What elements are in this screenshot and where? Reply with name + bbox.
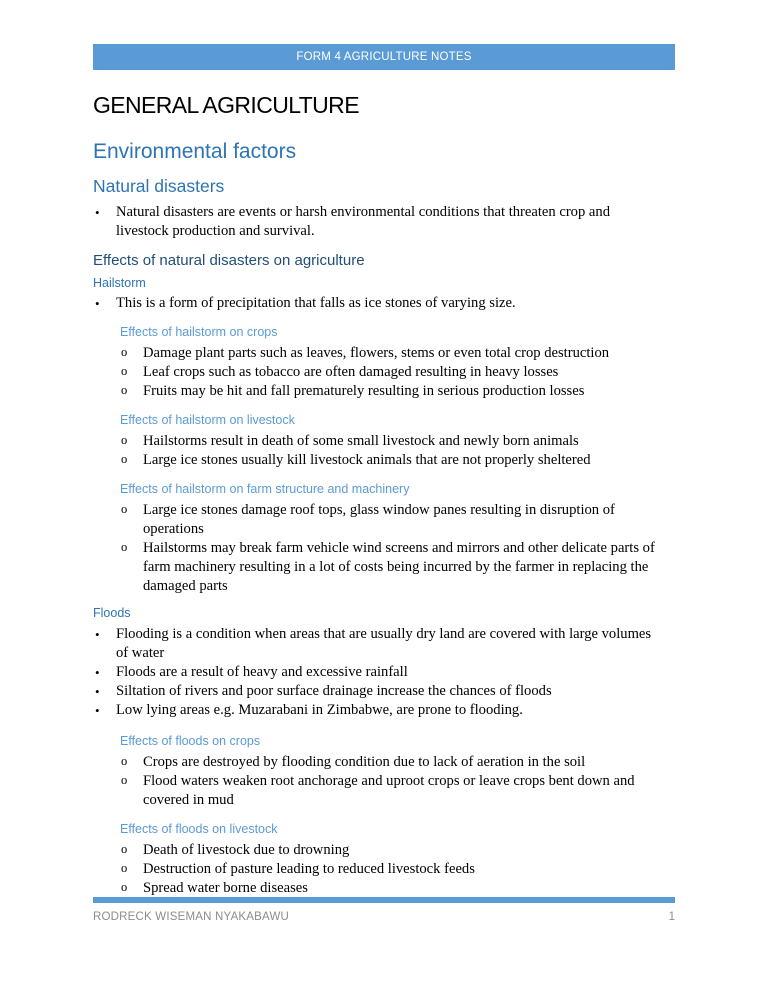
list-item: o Fruits may be hit and fall prematurely resulting in serious production losses	[120, 382, 675, 401]
list-item: o Large ice stones damage roof tops, glass window panes resulting in disruption of operations	[120, 501, 675, 539]
heading-hailstorm-livestock: Effects of hailstorm on livestock	[120, 413, 295, 427]
list-item: • Siltation of rivers and poor surface drainage increase the chances of floods	[93, 682, 653, 701]
heading-floods-livestock: Effects of floods on livestock	[120, 822, 278, 836]
header-text: FORM 4 AGRICULTURE NOTES	[296, 51, 472, 63]
list-item: • Flooding is a condition when areas that are usually dry land are covered with large volumes of water	[93, 625, 653, 663]
heading-environmental-factors: Environmental factors	[93, 140, 297, 163]
heading-effects-of-natural-disasters: Effects of natural disasters on agriculture	[93, 252, 365, 269]
footer-divider	[93, 897, 675, 903]
heading-hailstorm: Hailstorm	[93, 276, 146, 290]
list-item: o Hailstorms may break farm vehicle wind screens and mirrors and other delicate parts of farm machinery resulting in a lot of costs being incurred by the farmer in replacing the damaged parts	[120, 539, 675, 596]
list-item: • Floods are a result of heavy and excessive rainfall	[93, 663, 653, 682]
list-item: o Destruction of pasture leading to reduced livestock feeds	[120, 860, 675, 879]
list-item: • Low lying areas e.g. Muzarabani in Zimbabwe, are prone to flooding.	[93, 701, 653, 720]
list-item: o Damage plant parts such as leaves, flowers, stems or even total crop destruction	[120, 344, 675, 363]
heading-hailstorm-crops: Effects of hailstorm on crops	[120, 325, 278, 339]
document-title: GENERAL AGRICULTURE	[93, 92, 359, 118]
list-item: o Crops are destroyed by flooding condition due to lack of aeration in the soil	[120, 753, 675, 772]
heading-hailstorm-structure: Effects of hailstorm on farm structure and machinery	[120, 482, 410, 496]
page-header	[93, 44, 675, 70]
heading-floods: Floods	[93, 606, 131, 620]
list-item: o Large ice stones usually kill livestock animals that are not properly sheltered	[120, 451, 675, 470]
list-item: o Spread water borne diseases	[120, 879, 675, 898]
hailstorm-definition-list	[93, 294, 673, 313]
hailstorm-crops-list	[120, 344, 675, 401]
list-item: o Hailstorms result in death of some small livestock and newly born animals	[120, 432, 675, 451]
hailstorm-structure-list	[120, 501, 675, 596]
floods-crops-list	[120, 753, 675, 810]
heading-natural-disasters: Natural disasters	[93, 176, 225, 196]
heading-floods-crops: Effects of floods on crops	[120, 734, 261, 748]
list-item: o Death of livestock due to drowning	[120, 841, 675, 860]
list-item: o Flood waters weaken root anchorage and uproot crops or leave crops bent down and covered in mud	[120, 772, 675, 810]
natural-disasters-list	[93, 203, 653, 241]
hailstorm-livestock-list	[120, 432, 675, 470]
footer-author: RODRECK WISEMAN NYAKABAWU	[93, 911, 290, 923]
floods-list	[93, 625, 653, 720]
list-item: • This is a form of precipitation that falls as ice stones of varying size.	[93, 294, 673, 313]
list-item: • Natural disasters are events or harsh environmental conditions that threaten crop and livestock production and survival.	[93, 203, 653, 241]
list-item: o Leaf crops such as tobacco are often damaged resulting in heavy losses	[120, 363, 675, 382]
floods-livestock-list	[120, 841, 675, 898]
page-number: 1	[668, 911, 675, 923]
